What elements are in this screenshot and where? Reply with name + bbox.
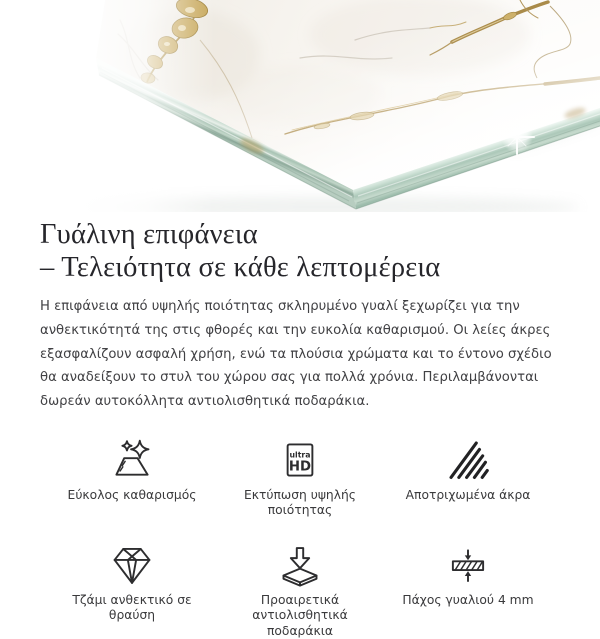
feature-label: Αποτριχωμένα άκρα bbox=[405, 487, 531, 502]
glass-panel-illustration bbox=[0, 0, 600, 212]
feature-label: Εκτύπωση υψηλής ποιότητας bbox=[243, 487, 357, 518]
feature-hd-print bbox=[216, 438, 384, 519]
page-title-line2: – Τελειότητα σε κάθε λεπτομέρεια bbox=[40, 252, 441, 283]
glass-thickness-icon bbox=[446, 543, 490, 587]
feature-label: Εύκολος καθαρισμός bbox=[67, 487, 197, 502]
feature-shatterproof bbox=[48, 543, 216, 639]
product-image-glass-panel bbox=[0, 0, 600, 212]
ultra-hd-icon bbox=[278, 438, 322, 482]
feature-polished-edges bbox=[384, 438, 552, 519]
description-paragraph: Η επιφάνεια από υψηλής ποιότητας σκληρυμένο γυαλί ξεχωρίζει για την ανθεκτικότητά της στις φθορές και την ευκολία καθαρισμού. Οι λείες άκρες εξασφαλίζουν ασφαλή χρήση, ενώ τα πλούσια χρώματα και το έντονο σχέδιο θα αναδείξουν το στυλ του χώρου σας για πολλά χρόνια. Περιλαμβάνονται δωρεάν αυτοκόλλητα αντιολισθητικά ποδαράκια. bbox=[40, 299, 552, 410]
feature-label: Τζάμι ανθεκτικό σε θραύση bbox=[72, 592, 192, 623]
feature-label: Προαιρετικά αντιολισθητικά ποδαράκια bbox=[252, 592, 348, 638]
sparkle-clean-icon bbox=[110, 438, 154, 482]
svg-text:HD: HD bbox=[288, 459, 312, 475]
feature-easy-cleaning bbox=[48, 438, 216, 519]
product-description-section bbox=[0, 218, 600, 639]
feature-glass-thickness bbox=[384, 543, 552, 639]
features-grid bbox=[48, 438, 552, 639]
feature-label: Πάχος γυαλιού 4 mm bbox=[402, 592, 534, 607]
page-title bbox=[40, 218, 560, 284]
svg-text:ultra: ultra bbox=[289, 450, 311, 460]
polished-edges-icon bbox=[446, 438, 490, 482]
shatterproof-diamond-icon bbox=[110, 543, 154, 587]
page-title-line1: Γυάλινη επιφάνεια bbox=[40, 219, 258, 250]
left-fade bbox=[0, 0, 215, 212]
feature-antislip-feet bbox=[216, 543, 384, 639]
anti-slip-feet-icon bbox=[278, 543, 322, 587]
